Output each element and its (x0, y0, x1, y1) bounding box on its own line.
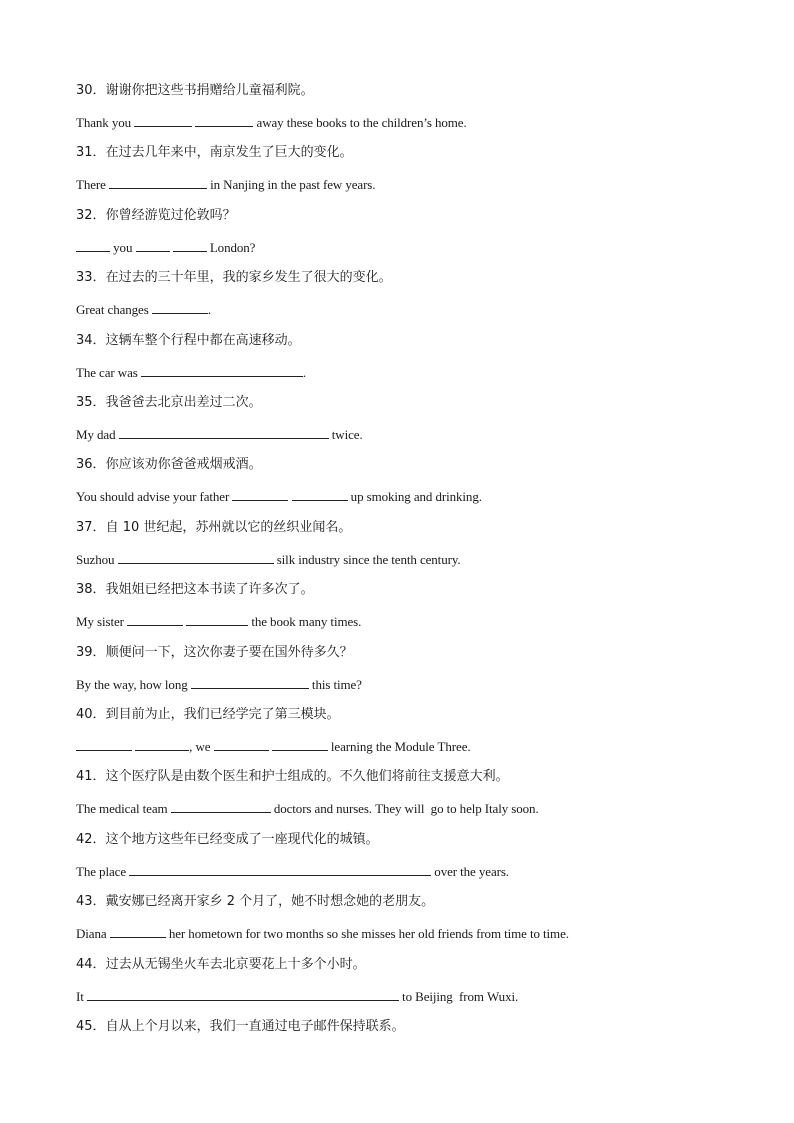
chinese-sentence: 在过去几年来中，南京发生了巨大的变化。 (105, 145, 353, 161)
question-prompt (76, 332, 301, 350)
chinese-sentence: 自从上个月以来，我们一直通过电子邮件保持联系。 (105, 1019, 405, 1034)
sentence-text: It (76, 988, 87, 1004)
question-number: 43 (76, 894, 93, 910)
answer-blank[interactable] (171, 799, 271, 813)
sentence-text: The car was (76, 364, 141, 380)
answer-blank[interactable] (195, 113, 253, 127)
answer-blank[interactable] (191, 675, 309, 689)
english-sentence (76, 175, 375, 194)
question-number: 38 (76, 582, 93, 598)
sentence-text: London? (206, 239, 256, 255)
question-number: 36 (76, 457, 93, 473)
answer-blank[interactable] (135, 737, 189, 751)
chinese-sentence: 到目前为止，我们已经学完了第三模块。 (105, 707, 340, 722)
number-separator: ． (92, 707, 106, 722)
sentence-text: up smoking and drinking. (347, 489, 482, 505)
question-number: 30 (76, 83, 93, 98)
question-prompt (76, 394, 262, 412)
question-prompt (76, 519, 351, 537)
chinese-sentence: 我爸爸去北京出差过二次。 (105, 395, 262, 410)
english-sentence (76, 363, 306, 382)
sentence-text: learning the Module Three. (327, 739, 471, 754)
question-prompt (76, 893, 434, 911)
sentence-text: in Nanjing in the past few years. (206, 177, 376, 193)
answer-blank[interactable] (76, 238, 110, 252)
english-sentence (76, 737, 471, 756)
sentence-text: My dad (76, 427, 119, 442)
number-separator: ． (92, 519, 106, 535)
chinese-sentence: 戴安娜已经离开家乡 2 个月了，她不时想念她的老朋友。 (105, 894, 435, 910)
question-number: 45 (76, 1019, 93, 1034)
chinese-sentence: 过去从无锡坐火车去北京要花上十多个小时。 (105, 956, 366, 972)
number-separator: ． (92, 894, 106, 910)
chinese-sentence: 在过去的三十年里，我的家乡发生了很大的变化。 (105, 270, 392, 286)
number-separator: ． (92, 145, 106, 161)
question-prompt (76, 456, 262, 474)
answer-blank[interactable] (87, 987, 399, 1001)
answer-blank[interactable] (76, 737, 132, 751)
sentence-text: you (110, 239, 136, 255)
number-separator: ． (92, 332, 106, 348)
answer-blank[interactable] (110, 924, 166, 938)
sentence-text: over the years. (431, 863, 509, 879)
answer-blank[interactable] (127, 612, 183, 626)
sentence-text: doctors and nurses. They will go to help Italy soon. (270, 801, 539, 817)
sentence-text: this time? (308, 676, 362, 692)
number-separator: ． (92, 644, 106, 660)
question-prompt (76, 207, 236, 225)
english-sentence (76, 987, 518, 1006)
chinese-sentence: 谢谢你把这些书捐赠给儿童福利院。 (105, 83, 314, 98)
sentence-text: The place (76, 863, 130, 879)
question-prompt (76, 831, 379, 849)
chinese-sentence: 我姐姐已经把这本书读了许多次了。 (105, 582, 314, 598)
english-sentence (76, 487, 482, 506)
answer-blank[interactable] (129, 862, 431, 876)
question-prompt (76, 1018, 405, 1036)
question-number: 37 (76, 519, 93, 535)
chinese-sentence: 这辆车整个行程中都在高速移动。 (105, 332, 301, 348)
answer-blank[interactable] (134, 113, 192, 127)
question-number: 44 (76, 956, 93, 972)
question-prompt (76, 956, 366, 974)
english-sentence (76, 425, 363, 444)
sentence-text: The medical team (76, 801, 171, 817)
number-separator: ． (92, 769, 106, 785)
answer-blank[interactable] (118, 550, 274, 564)
chinese-sentence: 顺便问一下，这次你妻子要在国外待多久？ (105, 644, 353, 660)
english-sentence (76, 113, 467, 132)
english-sentence (76, 924, 569, 943)
answer-blank[interactable] (141, 363, 303, 377)
answer-blank[interactable] (292, 487, 348, 501)
answer-blank[interactable] (109, 175, 207, 189)
question-prompt (76, 768, 509, 786)
number-separator: ． (92, 270, 106, 286)
sentence-text: Diana (76, 926, 110, 942)
answer-blank[interactable] (232, 487, 288, 501)
question-number: 32 (76, 207, 93, 223)
number-separator: ． (92, 395, 106, 410)
sentence-text: . (207, 302, 211, 318)
sentence-text: By the way, how long (76, 676, 191, 692)
answer-blank[interactable] (119, 425, 329, 439)
english-sentence (76, 238, 255, 257)
number-separator: ． (92, 956, 106, 972)
answer-blank[interactable] (214, 737, 269, 751)
sentence-text: Suzhou (76, 551, 118, 567)
answer-blank[interactable] (186, 612, 248, 626)
question-number: 39 (76, 644, 93, 660)
question-prompt (76, 706, 340, 724)
english-sentence (76, 612, 361, 631)
chinese-sentence: 这个地方这些年已经变成了一座现代化的城镇。 (105, 831, 379, 847)
english-sentence (76, 675, 362, 694)
question-number: 34 (76, 332, 93, 348)
question-prompt (76, 82, 314, 100)
number-separator: ． (92, 83, 106, 98)
number-separator: ． (92, 831, 106, 847)
sentence-text: her hometown for two months so she misses her old friends from time to time. (165, 926, 569, 942)
sentence-text: to Beijing from Wuxi. (398, 988, 519, 1004)
chinese-sentence: 你应该劝你爸爸戒烟戒酒。 (105, 457, 262, 473)
sentence-text: My sister (76, 614, 128, 630)
sentence-text: twice. (328, 427, 363, 442)
question-number: 31 (76, 145, 93, 161)
sentence-text: Great changes (76, 302, 152, 318)
answer-blank[interactable] (136, 238, 170, 252)
sentence-text: away these books to the children’s home. (253, 115, 467, 130)
sentence-text: the book many times. (248, 614, 362, 630)
sentence-text: silk industry since the tenth century. (273, 551, 461, 567)
question-number: 42 (76, 831, 93, 847)
question-number: 35 (76, 395, 93, 410)
question-prompt (76, 144, 353, 162)
sentence-text: , we (189, 739, 214, 754)
answer-blank[interactable] (173, 238, 207, 252)
chinese-sentence: 这个医疗队是由数个医生和护士组成的。不久他们将前往支援意大利。 (105, 769, 509, 785)
question-number: 40 (76, 707, 93, 722)
number-separator: ． (92, 207, 106, 223)
chinese-sentence: 你曾经游览过伦敦吗？ (105, 207, 236, 223)
number-separator: ． (92, 457, 106, 473)
sentence-text: You should advise your father (76, 489, 233, 505)
answer-blank[interactable] (272, 737, 328, 751)
sentence-text: Thank you (76, 115, 135, 130)
question-number: 41 (76, 769, 93, 785)
question-prompt (76, 581, 314, 599)
english-sentence (76, 300, 211, 319)
english-sentence (76, 550, 461, 569)
sentence-text: . (302, 364, 307, 380)
sentence-text: There (76, 177, 109, 193)
number-separator: ． (92, 1019, 106, 1034)
english-sentence (76, 862, 509, 881)
chinese-sentence: 自 10 世纪起，苏州就以它的丝织业闻名。 (105, 519, 352, 535)
english-sentence (76, 799, 539, 818)
question-prompt (76, 644, 353, 662)
answer-blank[interactable] (152, 300, 208, 314)
question-prompt (76, 269, 392, 287)
question-number: 33 (76, 270, 93, 286)
number-separator: ． (92, 582, 106, 598)
